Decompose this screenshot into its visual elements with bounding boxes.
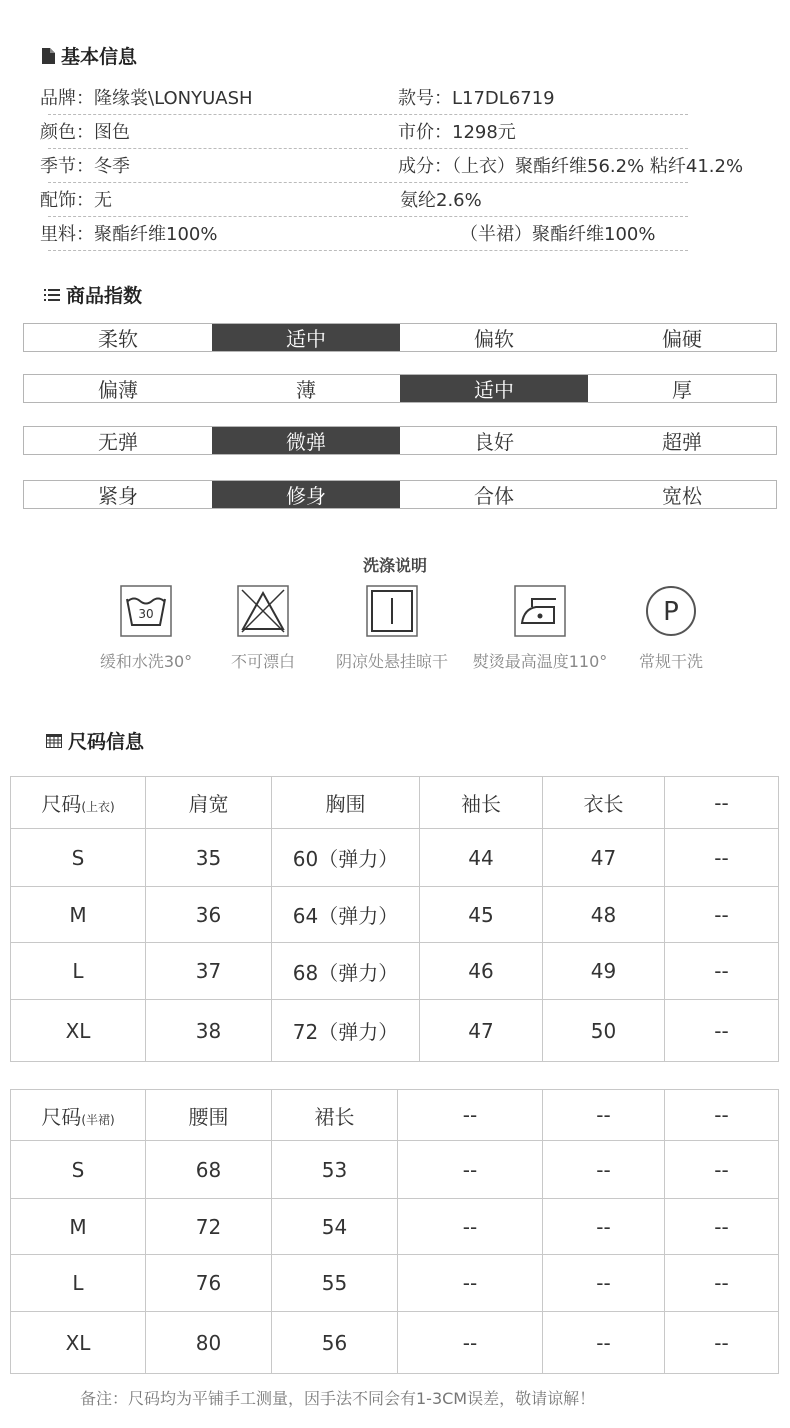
- washing-title: 洗涤说明: [362, 556, 427, 575]
- wash-label: 不可漂白: [230, 652, 295, 671]
- header-cell: --: [665, 1090, 779, 1141]
- table-cell: --: [398, 1255, 543, 1312]
- header-cell: --: [398, 1090, 543, 1141]
- index-option: 厚: [672, 378, 692, 402]
- info-season: 季节：冬季: [40, 156, 130, 177]
- index-option: 薄: [296, 378, 316, 402]
- info-composition: 成分：（上衣）聚酯纤维56.2% 粘纤41.2%: [398, 156, 744, 177]
- table-cell: --: [665, 1141, 779, 1199]
- table-cell: 46: [420, 943, 543, 1000]
- table-cell: --: [398, 1141, 543, 1199]
- iron-low-icon: [514, 585, 566, 637]
- table-cell: 38: [146, 1000, 272, 1062]
- table-row: [11, 887, 779, 943]
- header-cell: 胸围: [272, 777, 420, 829]
- table-cell: 44: [420, 829, 543, 887]
- list-icon: [44, 288, 60, 301]
- wash-item: [596, 585, 746, 672]
- info-accessory: 配饰：无: [40, 190, 112, 211]
- table-cell: --: [398, 1199, 543, 1255]
- no-bleach-icon: [237, 585, 289, 637]
- dry-clean-p-icon: [645, 585, 697, 637]
- table-row: [11, 1255, 779, 1312]
- size-info-title: 尺码信息: [68, 731, 145, 753]
- table-cell: M: [11, 1199, 146, 1255]
- table-cell: --: [543, 1199, 665, 1255]
- index-option: 柔软: [98, 327, 138, 351]
- softness-index-row: [23, 323, 777, 352]
- table-cell: 64（弹力）: [272, 887, 420, 943]
- index-option: 超弹: [662, 430, 702, 454]
- info-style-no: 款号：L17DL6719: [398, 88, 555, 109]
- info-color: 颜色：图色: [40, 122, 130, 143]
- table-row: [11, 1199, 779, 1255]
- size-header-cell: 尺码(上衣): [11, 777, 146, 829]
- table-cell: L: [11, 1255, 146, 1312]
- index-option-selected: 适中: [212, 324, 400, 351]
- wash-item: [188, 585, 338, 672]
- table-header-row: [11, 1090, 779, 1141]
- thickness-index-row: [23, 374, 777, 403]
- header-cell: --: [543, 1090, 665, 1141]
- dashed-divider: [48, 148, 688, 149]
- table-cell: --: [398, 1312, 543, 1374]
- index-option: 宽松: [662, 484, 702, 508]
- index-option: 偏硬: [662, 327, 702, 351]
- dashed-divider: [48, 216, 688, 217]
- table-cell: --: [665, 887, 779, 943]
- dashed-divider: [48, 114, 688, 115]
- info-brand: 品牌：隆缘裳\LONYUASH: [40, 88, 253, 109]
- elasticity-index-row: [23, 426, 777, 455]
- header-cell: 裙长: [272, 1090, 398, 1141]
- table-cell: M: [11, 887, 146, 943]
- top-size-table: [10, 776, 779, 1062]
- index-option-selected: 修身: [212, 481, 400, 508]
- wash-item: [317, 585, 467, 672]
- table-row: [11, 1000, 779, 1062]
- index-option: 良好: [474, 430, 514, 454]
- line-dry-shade-icon: [366, 585, 418, 637]
- header-cell: 袖长: [420, 777, 543, 829]
- info-skirt-composition: （半裙）聚酯纤维100%: [460, 224, 656, 245]
- wash-label: 缓和水洗30°: [99, 652, 193, 671]
- index-option-selected: 微弹: [212, 427, 400, 454]
- info-lining: 里料：聚酯纤维100%: [40, 224, 218, 245]
- wash-label: 阴凉处悬挂晾干: [335, 652, 448, 671]
- document-icon: [42, 48, 55, 64]
- table-cell: --: [665, 1255, 779, 1312]
- product-index-heading: [44, 281, 142, 308]
- basic-info-heading: [42, 42, 137, 69]
- calendar-grid-icon: [46, 734, 62, 748]
- table-cell: 56: [272, 1312, 398, 1374]
- table-cell: 47: [543, 829, 665, 887]
- table-cell: --: [543, 1255, 665, 1312]
- table-cell: 48: [543, 887, 665, 943]
- table-cell: S: [11, 829, 146, 887]
- table-cell: 35: [146, 829, 272, 887]
- index-option-selected: 适中: [400, 375, 588, 402]
- table-cell: S: [11, 1141, 146, 1199]
- index-option: 偏薄: [98, 378, 138, 402]
- table-cell: --: [543, 1312, 665, 1374]
- table-header-row: [11, 777, 779, 829]
- table-cell: 68（弹力）: [272, 943, 420, 1000]
- skirt-size-table: [10, 1089, 779, 1374]
- dashed-divider: [48, 250, 688, 251]
- size-header-cell: 尺码(半裙): [11, 1090, 146, 1141]
- header-cell: 衣长: [543, 777, 665, 829]
- header-cell: --: [665, 777, 779, 829]
- header-cell: 腰围: [146, 1090, 272, 1141]
- table-cell: 36: [146, 887, 272, 943]
- table-cell: 72: [146, 1199, 272, 1255]
- table-cell: 47: [420, 1000, 543, 1062]
- table-cell: 45: [420, 887, 543, 943]
- table-cell: 72（弹力）: [272, 1000, 420, 1062]
- table-cell: 54: [272, 1199, 398, 1255]
- table-cell: 50: [543, 1000, 665, 1062]
- table-row: [11, 1141, 779, 1199]
- table-cell: 76: [146, 1255, 272, 1312]
- table-cell: --: [665, 1199, 779, 1255]
- table-cell: --: [665, 943, 779, 1000]
- table-cell: --: [543, 1141, 665, 1199]
- table-cell: L: [11, 943, 146, 1000]
- measurement-note: 备注：尺码均为平铺手工测量，因手法不同会有1-3CM误差，敬请谅解！: [80, 1389, 596, 1408]
- info-composition-cont: 氨纶2.6%: [400, 190, 482, 211]
- table-cell: 80: [146, 1312, 272, 1374]
- table-row: [11, 1312, 779, 1374]
- index-option: 紧身: [98, 484, 138, 508]
- wash-label: 熨烫最高温度110°: [472, 652, 608, 671]
- wash-30-icon: [120, 585, 172, 637]
- svg-text:30: 30: [138, 607, 154, 621]
- table-row: [11, 943, 779, 1000]
- wash-label: 常规干洗: [638, 652, 703, 671]
- fit-index-row: [23, 480, 777, 509]
- index-option: 无弹: [98, 430, 138, 454]
- table-cell: 68: [146, 1141, 272, 1199]
- table-cell: 53: [272, 1141, 398, 1199]
- table-cell: XL: [11, 1312, 146, 1374]
- index-option: 偏软: [474, 327, 514, 351]
- table-cell: XL: [11, 1000, 146, 1062]
- header-cell: 肩宽: [146, 777, 272, 829]
- table-cell: 37: [146, 943, 272, 1000]
- svg-text:P: P: [663, 597, 679, 627]
- table-cell: 55: [272, 1255, 398, 1312]
- table-row: [11, 829, 779, 887]
- table-cell: --: [665, 1312, 779, 1374]
- size-info-heading: [46, 727, 144, 754]
- dashed-divider: [48, 182, 688, 183]
- table-cell: --: [665, 829, 779, 887]
- wash-item: [465, 585, 615, 672]
- basic-info-title: 基本信息: [61, 46, 138, 68]
- table-cell: 49: [543, 943, 665, 1000]
- info-price: 市价：1298元: [398, 122, 516, 143]
- table-cell: 60（弹力）: [272, 829, 420, 887]
- table-cell: --: [665, 1000, 779, 1062]
- product-index-title: 商品指数: [66, 285, 143, 307]
- index-option: 合体: [474, 484, 514, 508]
